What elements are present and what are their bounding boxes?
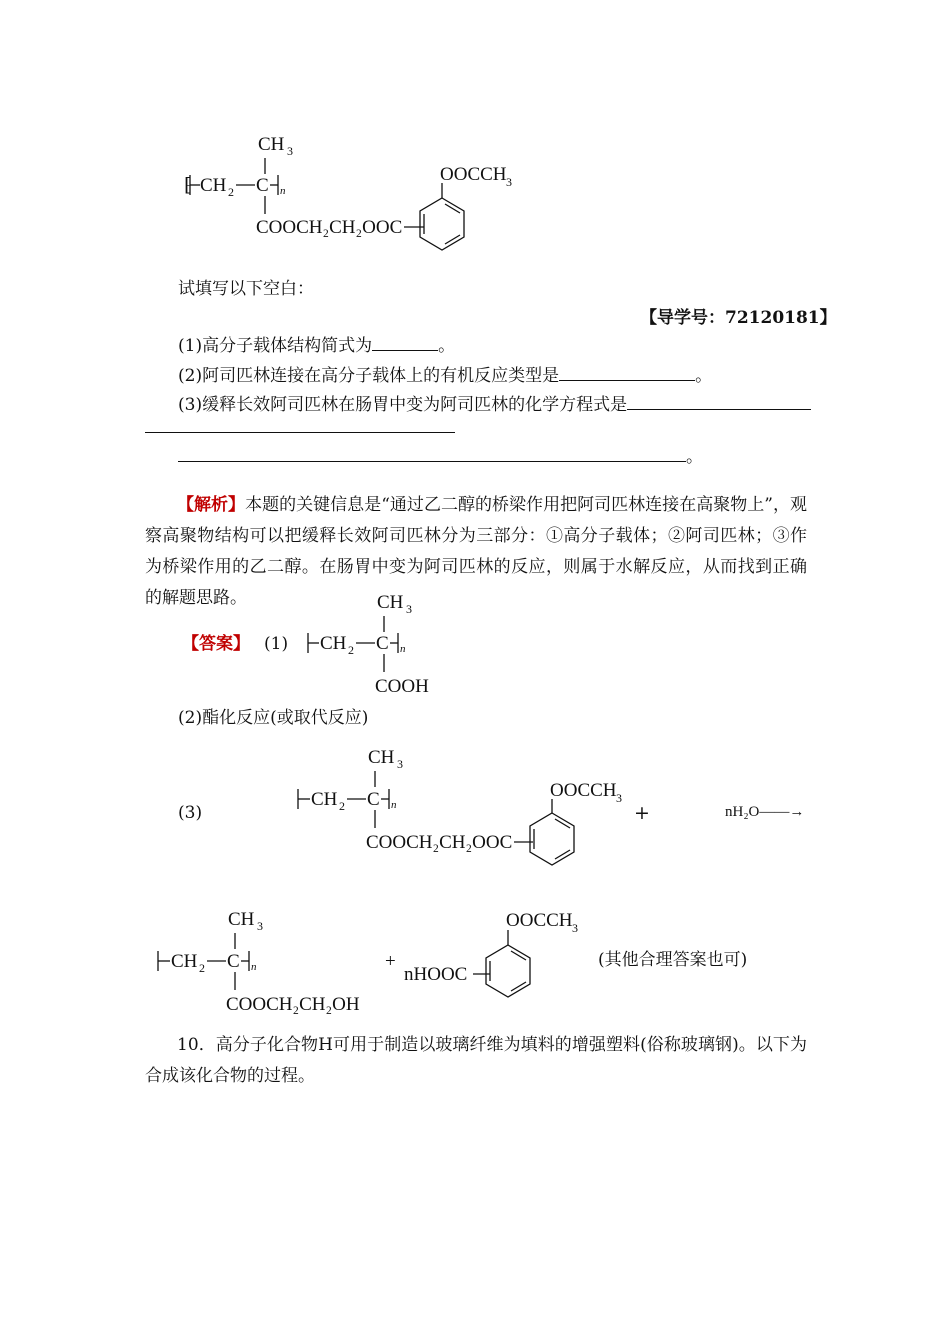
question-2-end: 。: [695, 366, 713, 386]
sub3: 3: [397, 757, 403, 771]
question-3-end2: 。: [686, 447, 703, 467]
acetoxy-label: OOCCH: [440, 164, 507, 185]
question-1-end: 。: [438, 336, 456, 356]
analysis-text: 本题的关键信息是“通过乙二醇的桥梁作用把阿司匹林连接在高聚物上”，观察高聚物结构可以把缓释长效阿司匹林分为三部分：①高分子载体；②阿司匹林；③作为桥梁作用的乙二醇。在肠胃中变为阿司匹林的反应，则属于水解反应，从而找到正确的解题思路。: [145, 495, 808, 608]
plus-sign-2: +: [385, 951, 396, 972]
prompt-text: 试填写以下空白：: [178, 279, 314, 299]
c-label: C: [367, 789, 380, 810]
cooh-label: COOH: [375, 676, 429, 697]
sub3: 3: [506, 175, 512, 189]
sub3: 3: [572, 921, 578, 935]
ch2-label: CH: [311, 789, 338, 810]
n-hooc-label: nHOOC: [404, 964, 468, 985]
next-question: 10．高分子化合物H可用于制造以玻璃纤维为填料的增强塑料(俗称玻璃钢)。以下为合成该化合物的过程。: [145, 1035, 807, 1086]
answer-2: (2)酯化反应(或取代反应): [178, 708, 369, 728]
question-1-label: (1)高分子载体结构简式为: [178, 336, 373, 356]
sub3: 3: [287, 144, 293, 158]
bracket-left: ⁅: [184, 175, 192, 196]
sub3: 3: [406, 602, 412, 616]
ch2-label: CH: [171, 951, 198, 972]
answer-note: (其他合理答案也可): [598, 950, 748, 970]
ch2-label: CH: [320, 633, 347, 654]
answer-3-label: (3): [178, 803, 203, 823]
guide-number: 【导学号：72120181】: [640, 308, 837, 328]
n-label: n: [280, 185, 286, 197]
c-label: C: [256, 175, 269, 196]
question-2-label: (2)阿司匹林连接在高分子载体上的有机反应类型是: [178, 366, 560, 386]
ch3-label: CH: [377, 592, 404, 613]
n-label: n: [251, 961, 257, 973]
c-label: C: [376, 633, 389, 654]
c-label: C: [227, 951, 240, 972]
answer-tag: 【答案】: [182, 634, 250, 654]
acetoxy-label: OOCCH: [506, 910, 573, 931]
sub2: 2: [228, 185, 234, 199]
diol-chain: COOCH₂CH₂OH: [226, 994, 360, 1015]
sub3: 3: [257, 919, 263, 933]
sub2: 2: [339, 799, 345, 813]
sub2: 2: [199, 961, 205, 975]
sub2: 2: [348, 643, 354, 657]
sub3: 3: [616, 791, 622, 805]
analysis-tag: 【解析】: [177, 495, 246, 515]
n-label: n: [391, 799, 397, 811]
ch3-label: CH: [368, 747, 395, 768]
water-arrow: nH₂O——→: [725, 804, 805, 820]
acetoxy-label: OOCCH: [550, 780, 617, 801]
ester-chain: COOCH₂CH₂OOC: [366, 832, 513, 853]
ch2-label: CH: [200, 175, 227, 196]
ch3-label: CH: [258, 134, 285, 155]
plus-sign-1: +: [634, 802, 650, 824]
n-label: n: [400, 643, 406, 655]
question-3-label: (3)缓释长效阿司匹林在肠胃中变为阿司匹林的化学方程式是: [178, 395, 628, 415]
answer-1-label: (1): [264, 634, 289, 654]
ester-chain: COOCH₂CH₂OOC: [256, 217, 403, 238]
ch3-label: CH: [228, 909, 255, 930]
